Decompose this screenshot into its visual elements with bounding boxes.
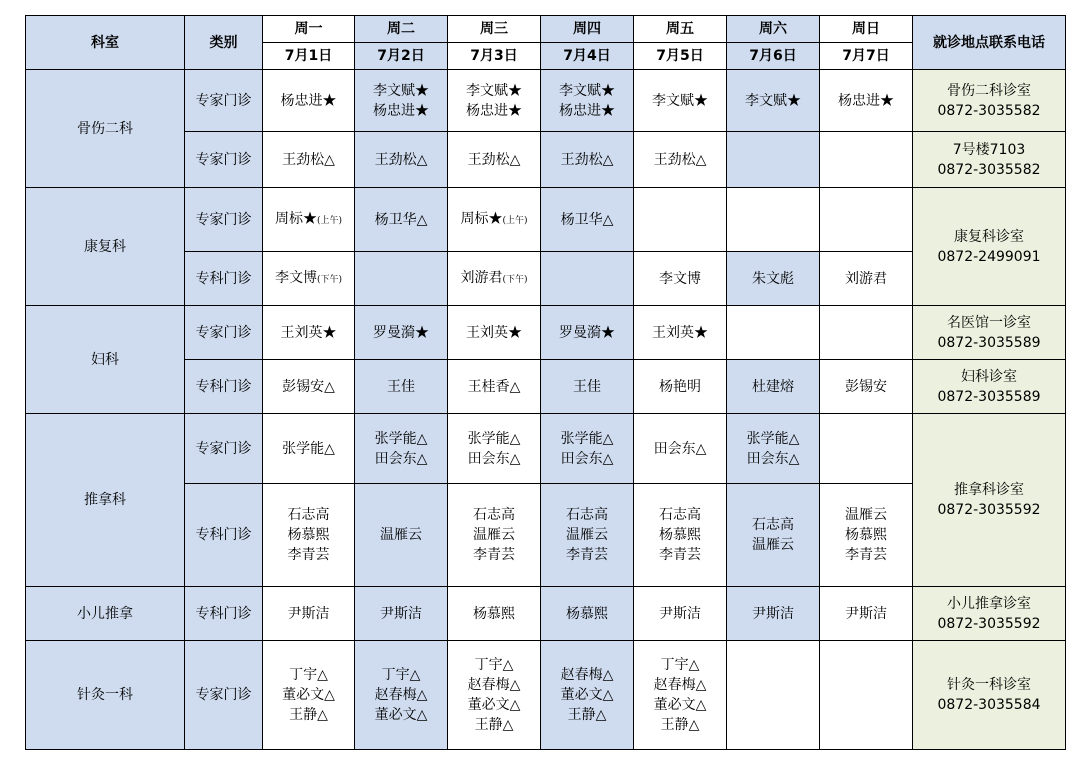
doctor-cell: 彭锡安△ xyxy=(263,360,355,414)
doctor-cell: 杜建熔 xyxy=(727,360,820,414)
date-header: 7月4日 xyxy=(541,43,634,70)
doctor-cell: 张学能△ 田会东△ xyxy=(727,414,820,484)
date-header: 7月7日 xyxy=(820,43,913,70)
doctor-cell: 王劲松△ xyxy=(263,132,355,188)
doctor-cell: 彭锡安 xyxy=(820,360,913,414)
type-column-header: 类别 xyxy=(185,16,263,70)
doctor-cell: 杨忠进★ xyxy=(263,70,355,132)
doctor-cell: 王劲松△ xyxy=(634,132,727,188)
weekday-header: 周四 xyxy=(541,16,634,43)
location-cell: 小儿推拿诊室 0872-3035592 xyxy=(913,587,1066,641)
date-header: 7月3日 xyxy=(448,43,541,70)
doctor-cell xyxy=(727,132,820,188)
doctor-cell: 朱文彪 xyxy=(727,252,820,306)
weekday-header: 周六 xyxy=(727,16,820,43)
doctor-cell xyxy=(820,306,913,360)
department-name: 推拿科 xyxy=(26,414,185,587)
location-column-header: 就诊地点联系电话 xyxy=(913,16,1066,70)
doctor-cell: 李文赋★ xyxy=(727,70,820,132)
location-cell: 妇科诊室 0872-3035589 xyxy=(913,360,1066,414)
doctor-cell xyxy=(263,252,355,306)
doctor-cell: 温雁云 杨慕熙 李青芸 xyxy=(820,484,913,587)
weekday-header: 周一 xyxy=(263,16,355,43)
doctor-cell xyxy=(727,306,820,360)
doctor-cell: 张学能△ 田会东△ xyxy=(355,414,448,484)
weekday-header: 周日 xyxy=(820,16,913,43)
doctor-cell: 尹斯洁 xyxy=(727,587,820,641)
doctor-cell xyxy=(727,188,820,252)
doctor-cell: 丁宇△ 赵春梅△ 董必文△ xyxy=(355,641,448,750)
session-note: (下午) xyxy=(316,274,343,285)
doctor-cell xyxy=(820,132,913,188)
doctor-cell: 丁宇△ 赵春梅△ 董必文△ 王静△ xyxy=(448,641,541,750)
weekday-header: 周二 xyxy=(355,16,448,43)
doctor-cell: 王劲松△ xyxy=(541,132,634,188)
table-row xyxy=(26,641,1066,750)
doctor-cell: 罗曼漪★ xyxy=(541,306,634,360)
date-header: 7月6日 xyxy=(727,43,820,70)
department-name: 妇科 xyxy=(26,306,185,414)
doctor-cell: 李文赋★ 杨忠进★ xyxy=(355,70,448,132)
doctor-cell: 王佳 xyxy=(355,360,448,414)
doctor-cell: 温雁云 xyxy=(355,484,448,587)
session-note: (下午) xyxy=(502,274,528,285)
location-cell: 7号楼7103 0872-3035582 xyxy=(913,132,1066,188)
table-row xyxy=(26,306,1066,360)
doctor-cell xyxy=(727,641,820,750)
department-name: 康复科 xyxy=(26,188,185,306)
doctor-cell: 石志高 温雁云 xyxy=(727,484,820,587)
location-cell: 针灸一科诊室 0872-3035584 xyxy=(913,641,1066,750)
table-row xyxy=(26,70,1066,132)
location-cell: 名医馆一诊室 0872-3035589 xyxy=(913,306,1066,360)
doctor-cell: 尹斯洁 xyxy=(820,587,913,641)
doctor-cell xyxy=(263,188,355,252)
doctor-cell: 杨慕熙 xyxy=(541,587,634,641)
dept-column-header: 科室 xyxy=(26,16,185,70)
doctor-cell: 石志高 杨慕熙 李青芸 xyxy=(263,484,355,587)
doctor-cell: 李文赋★ 杨忠进★ xyxy=(448,70,541,132)
clinic-type: 专家门诊 xyxy=(185,188,263,252)
location-cell: 骨伤二科诊室 0872-3035582 xyxy=(913,70,1066,132)
clinic-type: 专科门诊 xyxy=(185,360,263,414)
doctor-cell: 王刘英★ xyxy=(634,306,727,360)
doctor-cell: 张学能△ 田会东△ xyxy=(448,414,541,484)
doctor-cell: 杨忠进★ xyxy=(820,70,913,132)
doctor-name: 刘游君 xyxy=(460,269,503,286)
doctor-cell: 张学能△ 田会东△ xyxy=(541,414,634,484)
doctor-cell: 田会东△ xyxy=(634,414,727,484)
doctor-cell: 李文赋★ 杨忠进★ xyxy=(541,70,634,132)
location-cell: 推拿科诊室 0872-3035592 xyxy=(913,414,1066,587)
doctor-cell xyxy=(448,252,541,306)
doctor-cell: 罗曼漪★ xyxy=(355,306,448,360)
doctor-cell: 杨卫华△ xyxy=(355,188,448,252)
doctor-cell xyxy=(820,414,913,484)
session-note: (上午) xyxy=(316,215,343,226)
doctor-cell: 李文赋★ xyxy=(634,70,727,132)
doctor-cell xyxy=(634,188,727,252)
doctor-cell: 杨慕熙 xyxy=(448,587,541,641)
clinic-type: 专家门诊 xyxy=(185,306,263,360)
doctor-name: 周标★ xyxy=(460,210,503,227)
clinic-type: 专家门诊 xyxy=(185,132,263,188)
doctor-cell: 王桂香△ xyxy=(448,360,541,414)
doctor-cell: 王劲松△ xyxy=(355,132,448,188)
doctor-name: 李文博 xyxy=(274,269,317,286)
date-header: 7月2日 xyxy=(355,43,448,70)
doctor-cell: 尹斯洁 xyxy=(263,587,355,641)
clinic-type: 专家门诊 xyxy=(185,414,263,484)
doctor-cell: 王劲松△ xyxy=(448,132,541,188)
session-note: (上午) xyxy=(502,215,528,226)
doctor-cell: 张学能△ xyxy=(263,414,355,484)
doctor-cell: 杨卫华△ xyxy=(541,188,634,252)
doctor-cell: 杨艳明 xyxy=(634,360,727,414)
doctor-cell: 赵春梅△ 董必文△ 王静△ xyxy=(541,641,634,750)
header-weekday-row xyxy=(26,16,1066,43)
doctor-cell: 石志高 温雁云 李青芸 xyxy=(448,484,541,587)
clinic-type: 专家门诊 xyxy=(185,70,263,132)
doctor-cell: 石志高 温雁云 李青芸 xyxy=(541,484,634,587)
department-name: 小儿推拿 xyxy=(26,587,185,641)
clinic-type: 专科门诊 xyxy=(185,252,263,306)
date-header: 7月5日 xyxy=(634,43,727,70)
date-header: 7月1日 xyxy=(263,43,355,70)
doctor-cell xyxy=(820,641,913,750)
clinic-type: 专科门诊 xyxy=(185,587,263,641)
doctor-cell xyxy=(820,188,913,252)
doctor-cell xyxy=(541,252,634,306)
schedule-table xyxy=(25,15,1066,750)
doctor-cell: 尹斯洁 xyxy=(355,587,448,641)
clinic-type: 专科门诊 xyxy=(185,484,263,587)
weekday-header: 周三 xyxy=(448,16,541,43)
doctor-cell xyxy=(355,252,448,306)
doctor-cell: 刘游君 xyxy=(820,252,913,306)
doctor-cell: 丁宇△ 赵春梅△ 董必文△ 王静△ xyxy=(634,641,727,750)
department-name: 骨伤二科 xyxy=(26,70,185,188)
doctor-cell: 尹斯洁 xyxy=(634,587,727,641)
doctor-cell: 王刘英★ xyxy=(448,306,541,360)
doctor-cell: 王刘英★ xyxy=(263,306,355,360)
doctor-cell: 李文博 xyxy=(634,252,727,306)
doctor-cell: 王佳 xyxy=(541,360,634,414)
table-row xyxy=(26,414,1066,484)
doctor-cell: 丁宇△ 董必文△ 王静△ xyxy=(263,641,355,750)
location-cell: 康复科诊室 0872-2499091 xyxy=(913,188,1066,306)
weekday-header: 周五 xyxy=(634,16,727,43)
doctor-cell: 石志高 杨慕熙 李青芸 xyxy=(634,484,727,587)
doctor-cell xyxy=(448,188,541,252)
department-name: 针灸一科 xyxy=(26,641,185,750)
clinic-type: 专家门诊 xyxy=(185,641,263,750)
table-row xyxy=(26,587,1066,641)
table-row xyxy=(26,188,1066,252)
doctor-name: 周标★ xyxy=(274,210,317,227)
